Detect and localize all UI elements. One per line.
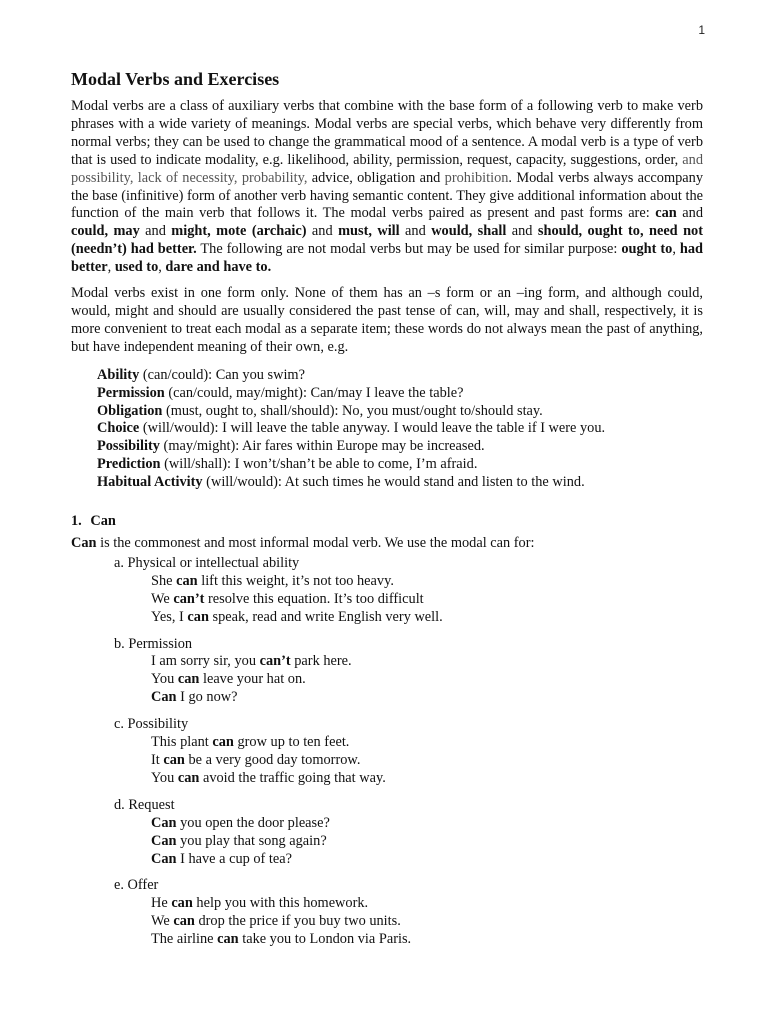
section-intro — [71, 535, 703, 553]
example-sentence — [114, 851, 703, 869]
example-text: We — [151, 913, 174, 930]
para-text: , — [107, 259, 115, 276]
intro-paragraph — [71, 98, 703, 277]
modal-term: had better — [71, 241, 704, 276]
subsection-ability — [114, 555, 703, 627]
para-text: , — [158, 259, 166, 276]
example-sentence — [114, 671, 703, 689]
list-item — [97, 474, 703, 492]
example-text: I am sorry sir, you — [151, 653, 260, 670]
modal-term: must, will — [338, 223, 400, 240]
example-modal: Can — [151, 689, 177, 706]
example-text: you play that song again? — [176, 832, 327, 849]
second-paragraph: Modal verbs exist in one form only. None of them has an –s form or an –ing form, and although could, would, might and should are usually considered the past tense of can, will, may and shall, respectively, it is more convenient to treat each modal as a separate item; these words do not always mean the past of anything, but have independent meaning of their own, e.g. — [71, 285, 703, 355]
function-term: Possibility — [97, 438, 160, 455]
example-sentence — [114, 913, 703, 931]
example-text: He — [151, 895, 172, 912]
subsection-request — [114, 797, 703, 869]
para-text: The following are not modal verbs but may be used for similar purpose: — [196, 241, 622, 258]
para-text: advice, obligation and — [307, 169, 445, 186]
example-sentence — [114, 833, 703, 851]
subsection-title: c. Possibility — [114, 716, 189, 733]
example-text: park here. — [290, 653, 352, 670]
example-modal: can — [217, 931, 239, 948]
example-text: lift this weight, it’s not too heavy. — [197, 572, 394, 589]
example-sentence — [114, 653, 703, 671]
example-text: You — [151, 769, 178, 786]
example-text: We — [151, 590, 174, 607]
list-item — [97, 403, 703, 421]
subsection-title: a. Physical or intellectual ability — [114, 554, 300, 571]
example-text: be a very good day tomorrow. — [184, 752, 361, 768]
function-term: Choice — [97, 420, 140, 437]
section-number: 1. — [71, 513, 82, 530]
para-text: and — [399, 223, 432, 240]
function-example: (must, ought to, shall/should): No, you must/ought to/should stay. — [162, 402, 543, 419]
modal-term: would, shall — [431, 223, 507, 240]
example-text: grow up to ten feet. — [233, 734, 350, 751]
function-term: Obligation — [97, 402, 163, 419]
para-text: and — [306, 223, 339, 240]
function-example: (may/might): Air fares within Europe may be increased. — [159, 438, 485, 455]
example-modal: Can — [151, 814, 177, 831]
example-sentence — [114, 734, 703, 752]
para-text-muted: and possibility, lack of necessity, probability, — [71, 151, 703, 186]
modal-term: could, may — [71, 223, 140, 240]
function-example: (can/could, may/might): Can/may I leave the table? — [164, 384, 464, 401]
example-sentence — [114, 609, 703, 627]
function-term: Prediction — [97, 456, 161, 473]
subsection-title: e. Offer — [114, 877, 159, 894]
subsection-title: d. Request — [114, 796, 175, 813]
example-text: avoid the traffic going that way. — [199, 769, 386, 786]
example-text: drop the price if you buy two units. — [194, 913, 401, 930]
example-modal: can — [177, 671, 200, 688]
example-sentence — [114, 815, 703, 833]
para-text-muted: prohibition — [444, 169, 509, 186]
example-text: It — [151, 752, 164, 768]
modal-term: might, mote (archaic) — [171, 223, 307, 240]
example-text: I have a cup of tea? — [176, 850, 292, 867]
modal-term: should, ought to, need not (needn’t) had better. — [71, 223, 703, 258]
function-term: Habitual Activity — [97, 474, 203, 491]
example-text: leave your hat on. — [199, 671, 306, 688]
example-text: The airline — [151, 931, 218, 948]
list-item — [97, 456, 703, 474]
example-text: This plant — [151, 734, 213, 751]
page-number: 1 — [698, 23, 705, 37]
modal-term: used to — [114, 259, 159, 276]
example-modal: Can — [151, 850, 177, 867]
modal-function-list — [71, 367, 703, 492]
example-modal: can — [176, 572, 198, 589]
function-example: (will/shall): I won’t/shan’t be able to come, I’m afraid. — [160, 456, 478, 473]
example-modal: can — [173, 913, 195, 930]
list-item — [97, 438, 703, 456]
subsection-title: b. Permission — [114, 635, 193, 652]
example-text: I go now? — [176, 689, 238, 706]
intro-term: Can — [71, 535, 97, 552]
example-sentence — [114, 689, 703, 707]
subsection-permission — [114, 636, 703, 708]
function-term: Permission — [97, 384, 165, 401]
example-modal: can — [212, 734, 234, 751]
subsection-possibility — [114, 716, 703, 788]
example-modal: can — [187, 608, 209, 625]
example-text: speak, read and write English very well. — [208, 608, 443, 625]
section-heading-can — [71, 512, 703, 530]
document-title: Modal Verbs and Exercises — [71, 69, 280, 89]
modal-term: can — [655, 205, 677, 222]
example-sentence — [114, 752, 703, 770]
example-modal: can’t — [259, 653, 291, 670]
example-modal: can — [171, 895, 193, 912]
example-text: resolve this equation. It’s too difficult — [204, 590, 424, 607]
function-example: (can/could): Can you swim? — [139, 366, 305, 383]
section-title: Can — [90, 513, 116, 530]
intro-text: is the commonest and most informal modal verb. We use the modal can for: — [96, 535, 535, 552]
function-example: (will/would): I will leave the table anyway. I would leave the table if I were you. — [139, 420, 606, 437]
modal-term: ought to — [621, 241, 673, 258]
para-text: and — [676, 205, 704, 222]
example-text: She — [151, 572, 177, 589]
modal-term: dare and have to. — [165, 259, 272, 276]
example-text: take you to London via Paris. — [238, 931, 412, 948]
example-modal: Can — [151, 832, 177, 849]
list-item — [97, 385, 703, 403]
example-sentence — [114, 931, 703, 949]
example-sentence — [114, 895, 703, 913]
example-text: Yes, I — [151, 608, 188, 625]
example-sentence — [114, 770, 703, 788]
subsection-offer — [114, 877, 703, 949]
para-text: . Modal verbs always accompany the base (infinitive) form of another verb having semantic content. They give additional information about the function of the main verb that follows it. The modal verbs paired as present and past forms are: — [71, 169, 703, 222]
para-text: and — [506, 223, 538, 240]
example-modal: can — [177, 769, 200, 786]
example-text: You — [151, 671, 178, 688]
document-body — [71, 68, 703, 949]
example-modal: can — [163, 752, 185, 768]
example-sentence — [114, 591, 703, 609]
function-term: Ability — [97, 366, 140, 383]
para-text: Modal verbs are a class of auxiliary verbs that combine with the base form of a following verb to make verb phrases with a wide variety of meanings. Modal verbs are special verbs, which behave very differently from normal verbs; they can be used to change the grammatical mood of a sentence. A modal verb is a type of verb that is used to indicate modality, e.g. likelihood, ability, permission, request, capacity, suggestions, order, — [71, 98, 703, 168]
function-example: (will/would): At such times he would stand and listen to the wind. — [202, 474, 585, 491]
list-item — [97, 367, 703, 385]
example-text: you open the door please? — [176, 814, 330, 831]
example-sentence — [114, 573, 703, 591]
para-text: and — [139, 223, 172, 240]
list-item — [97, 420, 703, 438]
example-modal: can’t — [173, 590, 205, 607]
example-text: help you with this homework. — [192, 895, 369, 912]
para-text: , — [672, 241, 680, 258]
